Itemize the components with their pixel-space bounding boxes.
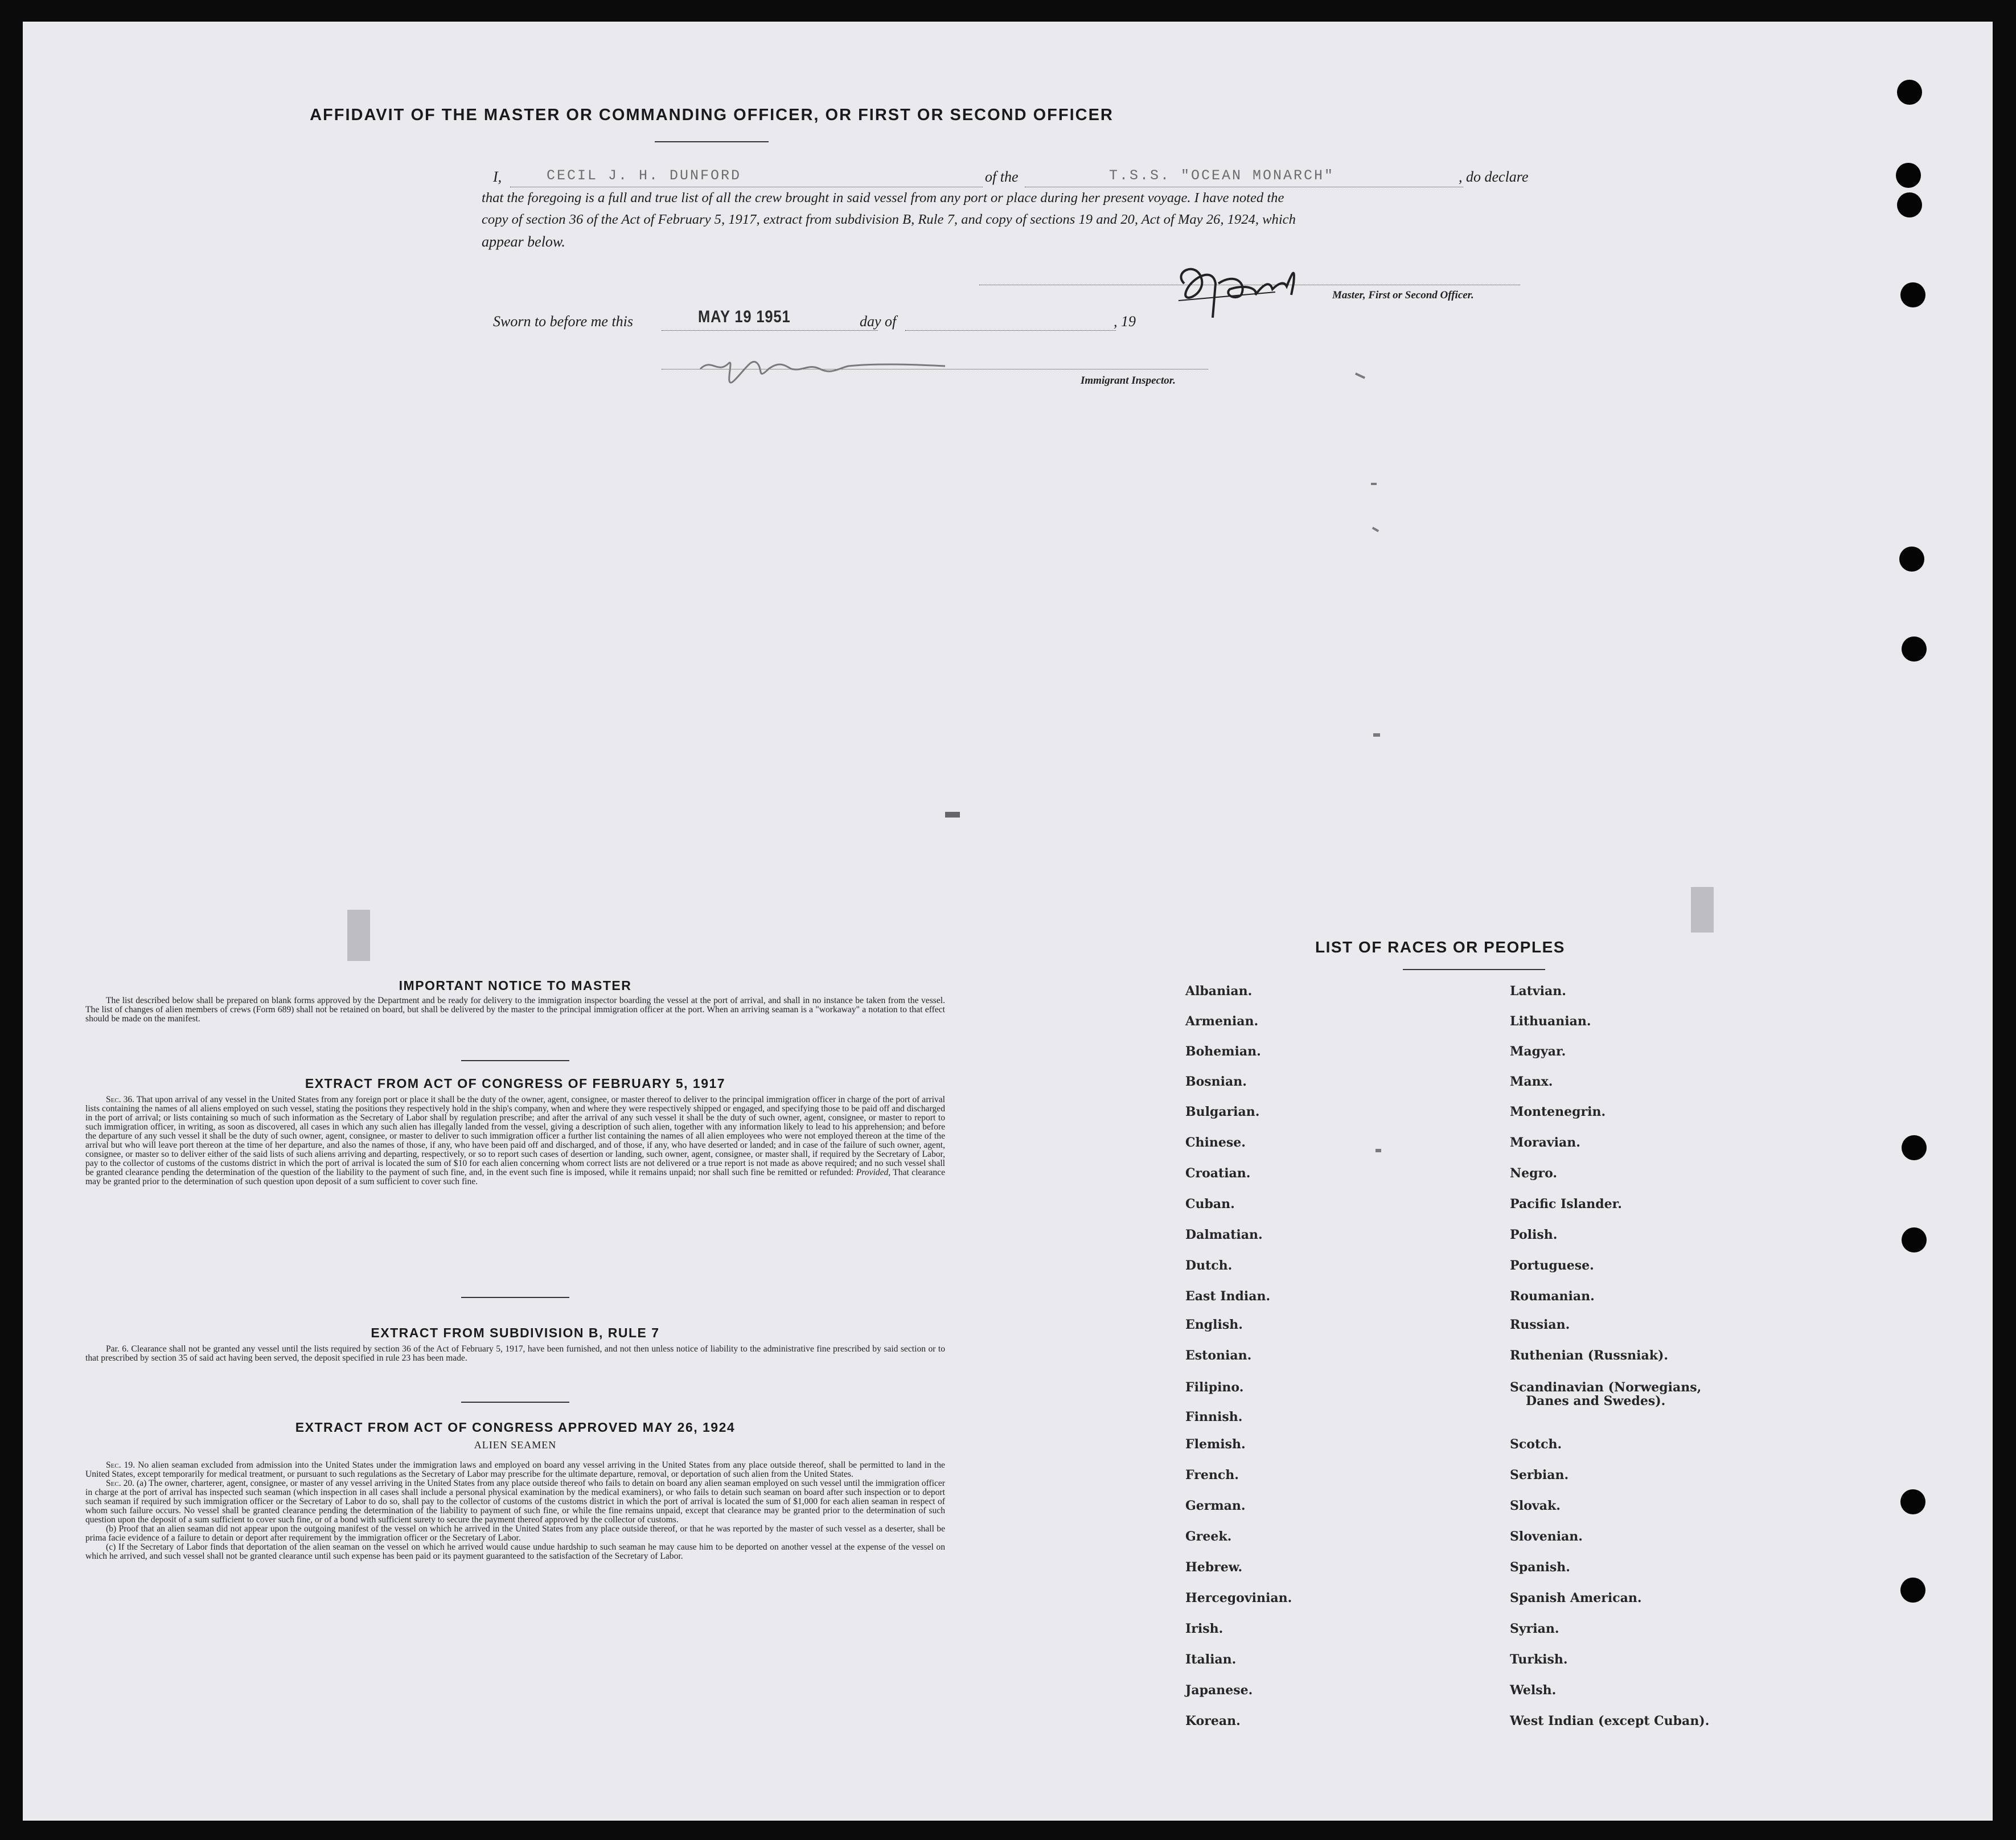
punch-hole [1897,192,1922,217]
race-item: Portuguese. [1510,1258,1594,1273]
race-item: Manx. [1510,1074,1553,1089]
race-item: Serbian. [1510,1468,1569,1482]
race-item: Dalmatian. [1185,1227,1263,1242]
lead-i: I, [493,169,502,185]
race-item: Bosnian. [1185,1074,1247,1089]
declaration-line-4: appear below. [482,233,565,250]
declaration-line-3: copy of section 36 of the Act of February 5, 1917, extract from subdivision B, Rule 7, and copy of sections 19 and 20, Act of May 26, 1924, which [482,212,1296,227]
race-item: East Indian. [1185,1289,1271,1304]
race-item: Syrian. [1510,1621,1559,1636]
race-item: Hercegovinian. [1185,1591,1292,1605]
races-title: LIST OF RACES OR PEOPLES [1315,938,1565,956]
race-item: Latvian. [1510,984,1566,999]
race-item: Cuban. [1185,1197,1235,1211]
day-of-label: day of [860,313,897,330]
punch-hole [1902,636,1927,662]
extract-1917-text: Sec. 36. That upon arrival of any vessel in the United States from any foreign port or place it shall be the duty of the owner, agent, consignee, or master thereof to deliver to the principal immigration officer in charge of the port of arrival lists containing the names of all aliens employed on such vessel, stating the positions they respectively hold in the ship's company, when and where they were respectively shipped or engaged, and specifying those to be paid off and discharged in the port of arrival; or lists containing so much of such information as the Secretary of Labor shall by regulation prescribe; and after the arrival of any such vessel it shall be the duty of such owner, agent, consignee, or master to report to such immigration officer, in writing, as soon as discovered, all cases in which any such alien has illegally landed from the vessel, giving a description of such alien, together with any information likely to lead to his apprehension; and before the departure of any such vessel it shall be the duty of such owner, agent, consignee, or master to deliver to such immigration officer a further list containing the names of all alien employees who were not employed thereon at the time of the arrival but who will leave port thereon at the time of her departure, and also the names of those, if any, who have been paid off and discharged, and of those, if any, who have deserted or landed; and in case of the failure of such owner, agent, consignee, or master so to deliver either of the said lists of such aliens arriving and departing, respectively, or so to report such cases of desertion or landing, such owner, agent, consignee, or master shall, if required by the Secretary of Labor, pay to the collector of customs of the customs district in which the port of arrival is located the sum of $10 for each alien concerning whom correct lists are not delivered or a true report is not made as above required; and no such vessel shall be granted clearance pending the determination of the question of the liability to the payment of such fine, and, in the event such fine is imposed, while it remains unpaid; nor shall such fine be remitted or refunded: Provided, That clearance may be granted prior to the determination of such question upon deposit of a sum sufficient to cover such fine. [85,1095,945,1186]
sworn-label: Sworn to before me this [493,313,634,330]
race-item: Slovenian. [1510,1529,1583,1544]
race-item: Moravian. [1510,1135,1580,1150]
extract-1917-title: EXTRACT FROM ACT OF CONGRESS OF FEBRUARY 5, 1917 [305,1076,726,1091]
race-item: Spanish American. [1510,1591,1642,1605]
race-item: Scotch. [1510,1437,1562,1452]
alien-seamen-subtitle: ALIEN SEAMEN [474,1439,557,1451]
punch-hole [1900,1578,1925,1603]
race-item: English. [1185,1317,1243,1332]
race-item: Chinese. [1185,1135,1246,1150]
inspector-caption: Immigrant Inspector. [1081,375,1176,387]
punch-hole [1902,1135,1927,1160]
punch-hole [1897,80,1922,105]
year-label: , 19 [1114,313,1136,330]
race-item: Ruthenian (Russniak). [1510,1348,1669,1363]
race-item: Lithuanian. [1510,1014,1591,1029]
punch-hole [1896,163,1921,188]
race-item: Irish. [1185,1621,1223,1636]
race-item: Greek. [1185,1529,1232,1544]
extract-1924-title: EXTRACT FROM ACT OF CONGRESS APPROVED MAY 26, 1924 [295,1420,736,1435]
notice-text: The list described below shall be prepared on blank forms approved by the Department and be ready for delivery to the immigration inspector boarding the vessel at the port of arrival, and shall in no instance be taken from the vessel. The list of changes of alien members of crews (Form 689) shall not be retained on board, but shall be delivered by the master to the principal immigration officer at the port. When an arriving seaman is a "workaway" a notation to that effect should be made on the manifest. [85,996,945,1024]
race-item: Pacific Islander. [1510,1197,1622,1211]
race-item: Japanese. [1185,1683,1253,1698]
race-item: Croatian. [1185,1166,1251,1181]
vessel-name: T.S.S. "OCEAN MONARCH" [1109,167,1335,184]
race-item: Hebrew. [1185,1560,1243,1575]
race-item: Dutch. [1185,1258,1233,1273]
title-rule [655,141,769,142]
race-item: Flemish. [1185,1437,1246,1452]
punch-hole [1900,282,1925,307]
race-item: German. [1185,1498,1246,1513]
notice-title: IMPORTANT NOTICE TO MASTER [399,978,632,993]
race-item: Estonian. [1185,1348,1252,1363]
punch-hole [1899,547,1924,572]
race-item: Welsh. [1510,1683,1557,1698]
race-item: Italian. [1185,1652,1237,1667]
race-item: Filipino. [1185,1380,1244,1395]
extract-1924-text: Sec. 19. No alien seaman excluded from admission into the United States under the immigration laws and employed on board any vessel arriving in the United States from any place outside thereof, shall be permitted to land in the United States, except temporarily for medical treatment, or pursuant to such regulations as the Secretary of Labor may prescribe for the ultimate departure, removal, or deportation of such alien from the United States. Sec. 20. (a) The owner, charterer, agent, consignee, or master of any vessel arriving in the United States from any place outside thereof who fails to detain on board any alien seaman employed on such vessel until the immigration officer in charge at the port of arrival has inspected such seaman (which inspection in all cases shall include a personal physical examination by the medical examiners), or who fails to detain such seaman on board after such inspection or to deport such seaman if required by such immigration officer or the Secretary of Labor to do so, shall pay to the collector of customs of the customs district in which the port of arrival is located the sum of $1,000 for each alien seaman in respect of whom such failure occurs. No vessel shall be granted clearance pending the determination of the liability to payment of such fine, or while the fine remains unpaid, except that clearance may be granted prior to the determination of such question upon the deposit of a sum sufficient to cover such fine, or of a bond with sufficient surety to secure the payment thereof approved by the collector of customs. (b) Proof that an alien seaman did not appear upon the outgoing manifest of the vessel on which he arrived in the United States from any place outside thereof, or that he was reported by the master of such vessel as a deserter, shall be prima facie evidence of a failure to detain or deport after requirement by the immigration officer or the Secretary of Labor. (c) If the Secretary of Labor finds that deportation of the alien seaman on the vessel on which he arrived would cause undue hardship to such seaman he may cause him to be deported on another vessel at the expense of the vessel on which he arrived, and such vessel shall not be granted clearance until such expense has been paid or its payment guaranteed to the satisfaction of the Secretary of Labor. [85,1460,945,1561]
of-the-label: of the [985,169,1019,185]
race-item: Roumanian. [1510,1289,1595,1304]
affidavit-title: AFFIDAVIT OF THE MASTER OR COMMANDING OFFICER, OR FIRST OR SECOND OFFICER [310,106,1114,124]
punch-hole [1902,1227,1927,1252]
race-item: Polish. [1510,1227,1558,1242]
race-item: Albanian. [1185,984,1253,999]
master-signature [1161,249,1309,340]
race-item: Bulgarian. [1185,1104,1260,1119]
race-item: Korean. [1185,1714,1241,1728]
race-item: Russian. [1510,1317,1570,1332]
extract-rule7-text: Par. 6. Clearance shall not be granted any vessel until the lists required by section 36 of the Act of February 5, 1917, have been furnished, and not then unless notice of liability to the administrative fine prescribed by said section or to that prescribed by section 35 of said act having been served, the deposit specified in rule 23 has been made. [85,1344,945,1363]
race-item: Spanish. [1510,1560,1570,1575]
inspector-signature [695,335,991,403]
race-item: Danes and Swedes). [1526,1394,1666,1408]
race-item: Turkish. [1510,1652,1568,1667]
race-item: Bohemian. [1185,1044,1261,1059]
punch-hole [1900,1489,1925,1514]
extract-rule7-title: EXTRACT FROM SUBDIVISION B, RULE 7 [371,1325,660,1340]
master-name: CECIL J. H. DUNFORD [547,167,742,184]
race-item: Negro. [1510,1166,1558,1181]
master-caption: Master, First or Second Officer. [1332,289,1474,301]
race-item: French. [1185,1468,1239,1482]
declare-label: , do declare [1459,169,1529,185]
sworn-date-stamp: MAY 19 1951 [698,307,791,326]
race-item: Slovak. [1510,1498,1561,1513]
manifest-page [23,22,1993,1821]
sec-36-label: Sec. 36. [106,1095,135,1104]
race-item: Armenian. [1185,1014,1259,1029]
race-item: Magyar. [1510,1044,1566,1059]
race-item: Scandinavian (Norwegians, [1510,1380,1702,1395]
race-item: Montenegrin. [1510,1104,1606,1119]
race-item: West Indian (except Cuban). [1510,1714,1710,1728]
race-item: Finnish. [1185,1410,1243,1424]
declaration-line-2: that the foregoing is a full and true list of all the crew brought in said vessel from any port or place during her present voyage. I have noted the [482,190,1284,206]
